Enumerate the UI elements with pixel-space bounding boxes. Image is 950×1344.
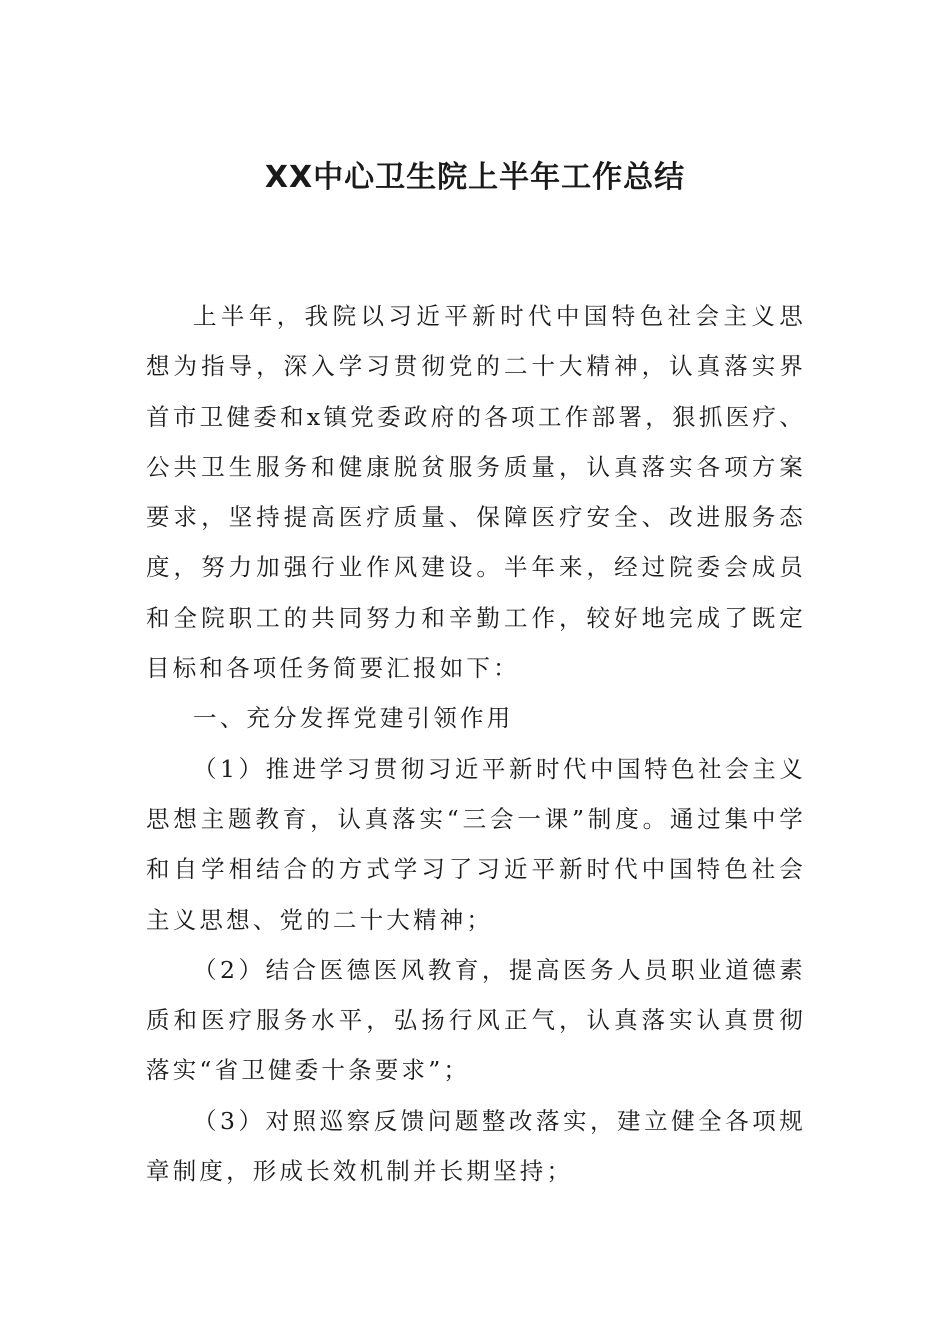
list-item-1: （1）推进学习贯彻习近平新时代中国特色社会主义思想主题教育，认真落实“三会一课”制度。通过集中学和自学相结合的方式学习了习近平新时代中国特色社会主义思想、党的二十大精神； bbox=[146, 754, 806, 934]
section-heading-1: 一、充分发挥党建引领作用 bbox=[193, 704, 514, 733]
intro-paragraph: 上半年，我院以习近平新时代中国特色社会主义思想为指导，深入学习贯彻党的二十大精神，认真落实界首市卫健委和x镇党委政府的各项工作部署，狠抓医疗、公共卫生服务和健康脱贫服务质量，认真落实各项方案要求，坚持提高医疗质量、保障医疗安全、改进服务态度，努力加强行业作风建设。半年来，经过院委会成员和全院职工的共同努力和辛勤工作，较好地完成了既定目标和各项任务简要汇报如下： bbox=[146, 302, 806, 683]
document-body bbox=[146, 291, 806, 1196]
list-item-2: （2）结合医德医风教育，提高医务人员职业道德素质和医疗服务水平，弘扬行风正气，认真落实认真贯彻落实“省卫健委十条要求”； bbox=[146, 955, 806, 1085]
document-title: XX中心卫生院上半年工作总结 bbox=[264, 160, 686, 195]
list-item-3: （3）对照巡察反馈问题整改落实，建立健全各项规章制度，形成长效机制并长期坚持； bbox=[146, 1106, 806, 1186]
